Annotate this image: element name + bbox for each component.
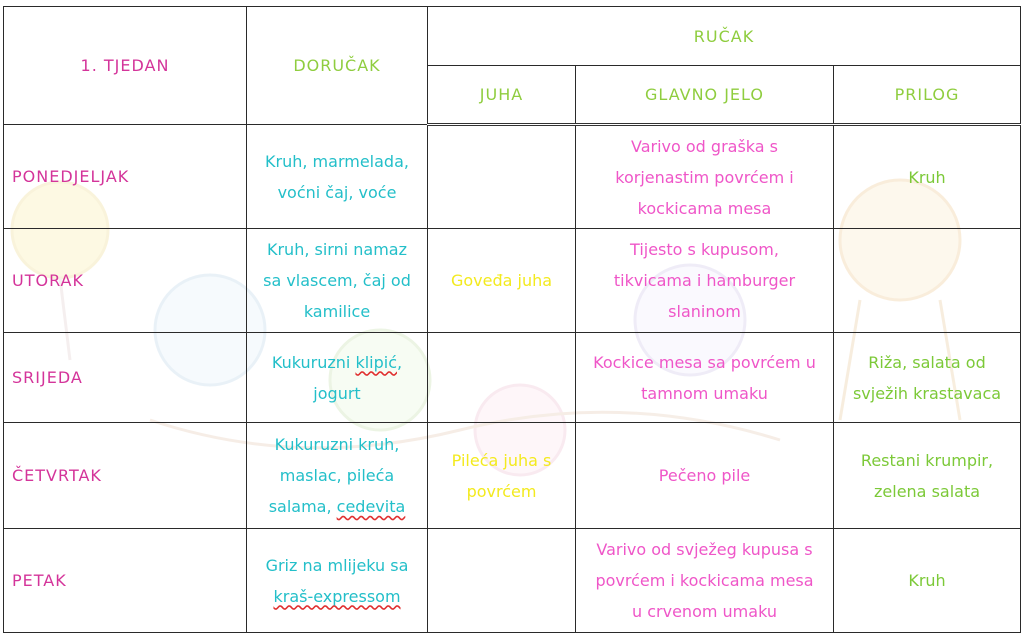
main-line: Tijesto s kupusom, (630, 240, 779, 259)
main-line: povrćem i kockicama mesa (595, 571, 814, 590)
breakfast-cell (247, 423, 428, 529)
breakfast-cell (247, 229, 428, 333)
side-line: Riža, salata od (868, 352, 986, 372)
day-name: PETAK (4, 529, 247, 633)
main-cell (576, 333, 834, 423)
weekly-menu-table (3, 6, 1021, 633)
main-line: Pečeno pile (658, 466, 751, 485)
breakfast-line: maslac, pileća (279, 466, 395, 485)
breakfast-text: Kukuruzni (271, 352, 356, 372)
breakfast-cell (247, 529, 428, 633)
header-week: 1. TJEDAN (4, 7, 247, 125)
breakfast-line: Griz na mlijeku sa (265, 555, 409, 575)
breakfast-text: salama, (268, 497, 337, 516)
table-row (4, 423, 1021, 529)
day-name: UTORAK (4, 229, 247, 333)
main-line: korjenastim povrćem i (615, 167, 794, 187)
table-row (4, 333, 1021, 423)
main-line: u crvenom umaku (632, 602, 777, 621)
breakfast-line: jogurt (313, 383, 361, 403)
side-cell (834, 529, 1021, 633)
side-line: zelena salata (874, 481, 981, 501)
side-line: Kruh (908, 167, 946, 187)
main-cell (576, 423, 834, 529)
soup-line: Goveđa juha (450, 271, 553, 290)
side-line: Kruh (908, 571, 946, 590)
day-name: PONEDJELJAK (4, 125, 247, 229)
side-line: Restani krumpir, (860, 450, 994, 470)
side-cell (834, 125, 1021, 229)
side-cell (834, 423, 1021, 529)
main-line: kockicama mesa (637, 198, 772, 218)
spellcheck-word: cedevita (336, 497, 406, 516)
main-line: slaninom (668, 302, 741, 321)
header-lunch: RUČAK (428, 7, 1021, 66)
breakfast-line: Kruh, sirni namaz (266, 240, 407, 259)
breakfast-cell (247, 125, 428, 229)
breakfast-line: Kruh, marmelada, (265, 151, 409, 171)
main-line: Varivo od svježeg kupusa s (596, 540, 813, 559)
spellcheck-word: kraš-expressom (273, 586, 401, 606)
day-name: SRIJEDA (4, 333, 247, 423)
soup-cell (428, 333, 576, 423)
side-line: svježih krastavaca (852, 383, 1002, 403)
breakfast-line: kamilice (303, 302, 371, 321)
header-main: GLAVNO JELO (576, 66, 834, 125)
breakfast-cell (247, 333, 428, 423)
main-cell (576, 229, 834, 333)
main-line: tikvicama i hamburger (613, 271, 796, 290)
soup-cell (428, 529, 576, 633)
soup-line: Pileća juha s (451, 450, 552, 470)
table-row (4, 529, 1021, 633)
day-name: ČETVRTAK (4, 423, 247, 529)
soup-cell (428, 229, 576, 333)
soup-cell (428, 423, 576, 529)
table-row (4, 229, 1021, 333)
main-line: tamnom umaku (641, 383, 768, 403)
breakfast-line: sa vlascem, čaj od (263, 271, 411, 290)
header-side: PRILOG (834, 66, 1021, 125)
spellcheck-word: klipić (355, 352, 397, 372)
main-cell (576, 529, 834, 633)
soup-cell (428, 125, 576, 229)
header-soup: JUHA (428, 66, 576, 125)
main-cell (576, 125, 834, 229)
header-breakfast: DORUČAK (247, 7, 428, 125)
breakfast-line: voćni čaj, voće (277, 182, 397, 202)
main-line: Kockice mesa sa povrćem u (593, 352, 816, 372)
breakfast-line: Kukuruzni kruh, (274, 435, 400, 454)
breakfast-text: , (397, 352, 403, 372)
header-row-top (4, 7, 1021, 66)
main-line: Varivo od graška s (631, 136, 778, 156)
side-cell (834, 333, 1021, 423)
side-cell (834, 229, 1021, 333)
table-row (4, 125, 1021, 229)
soup-line: povrćem (466, 481, 537, 501)
